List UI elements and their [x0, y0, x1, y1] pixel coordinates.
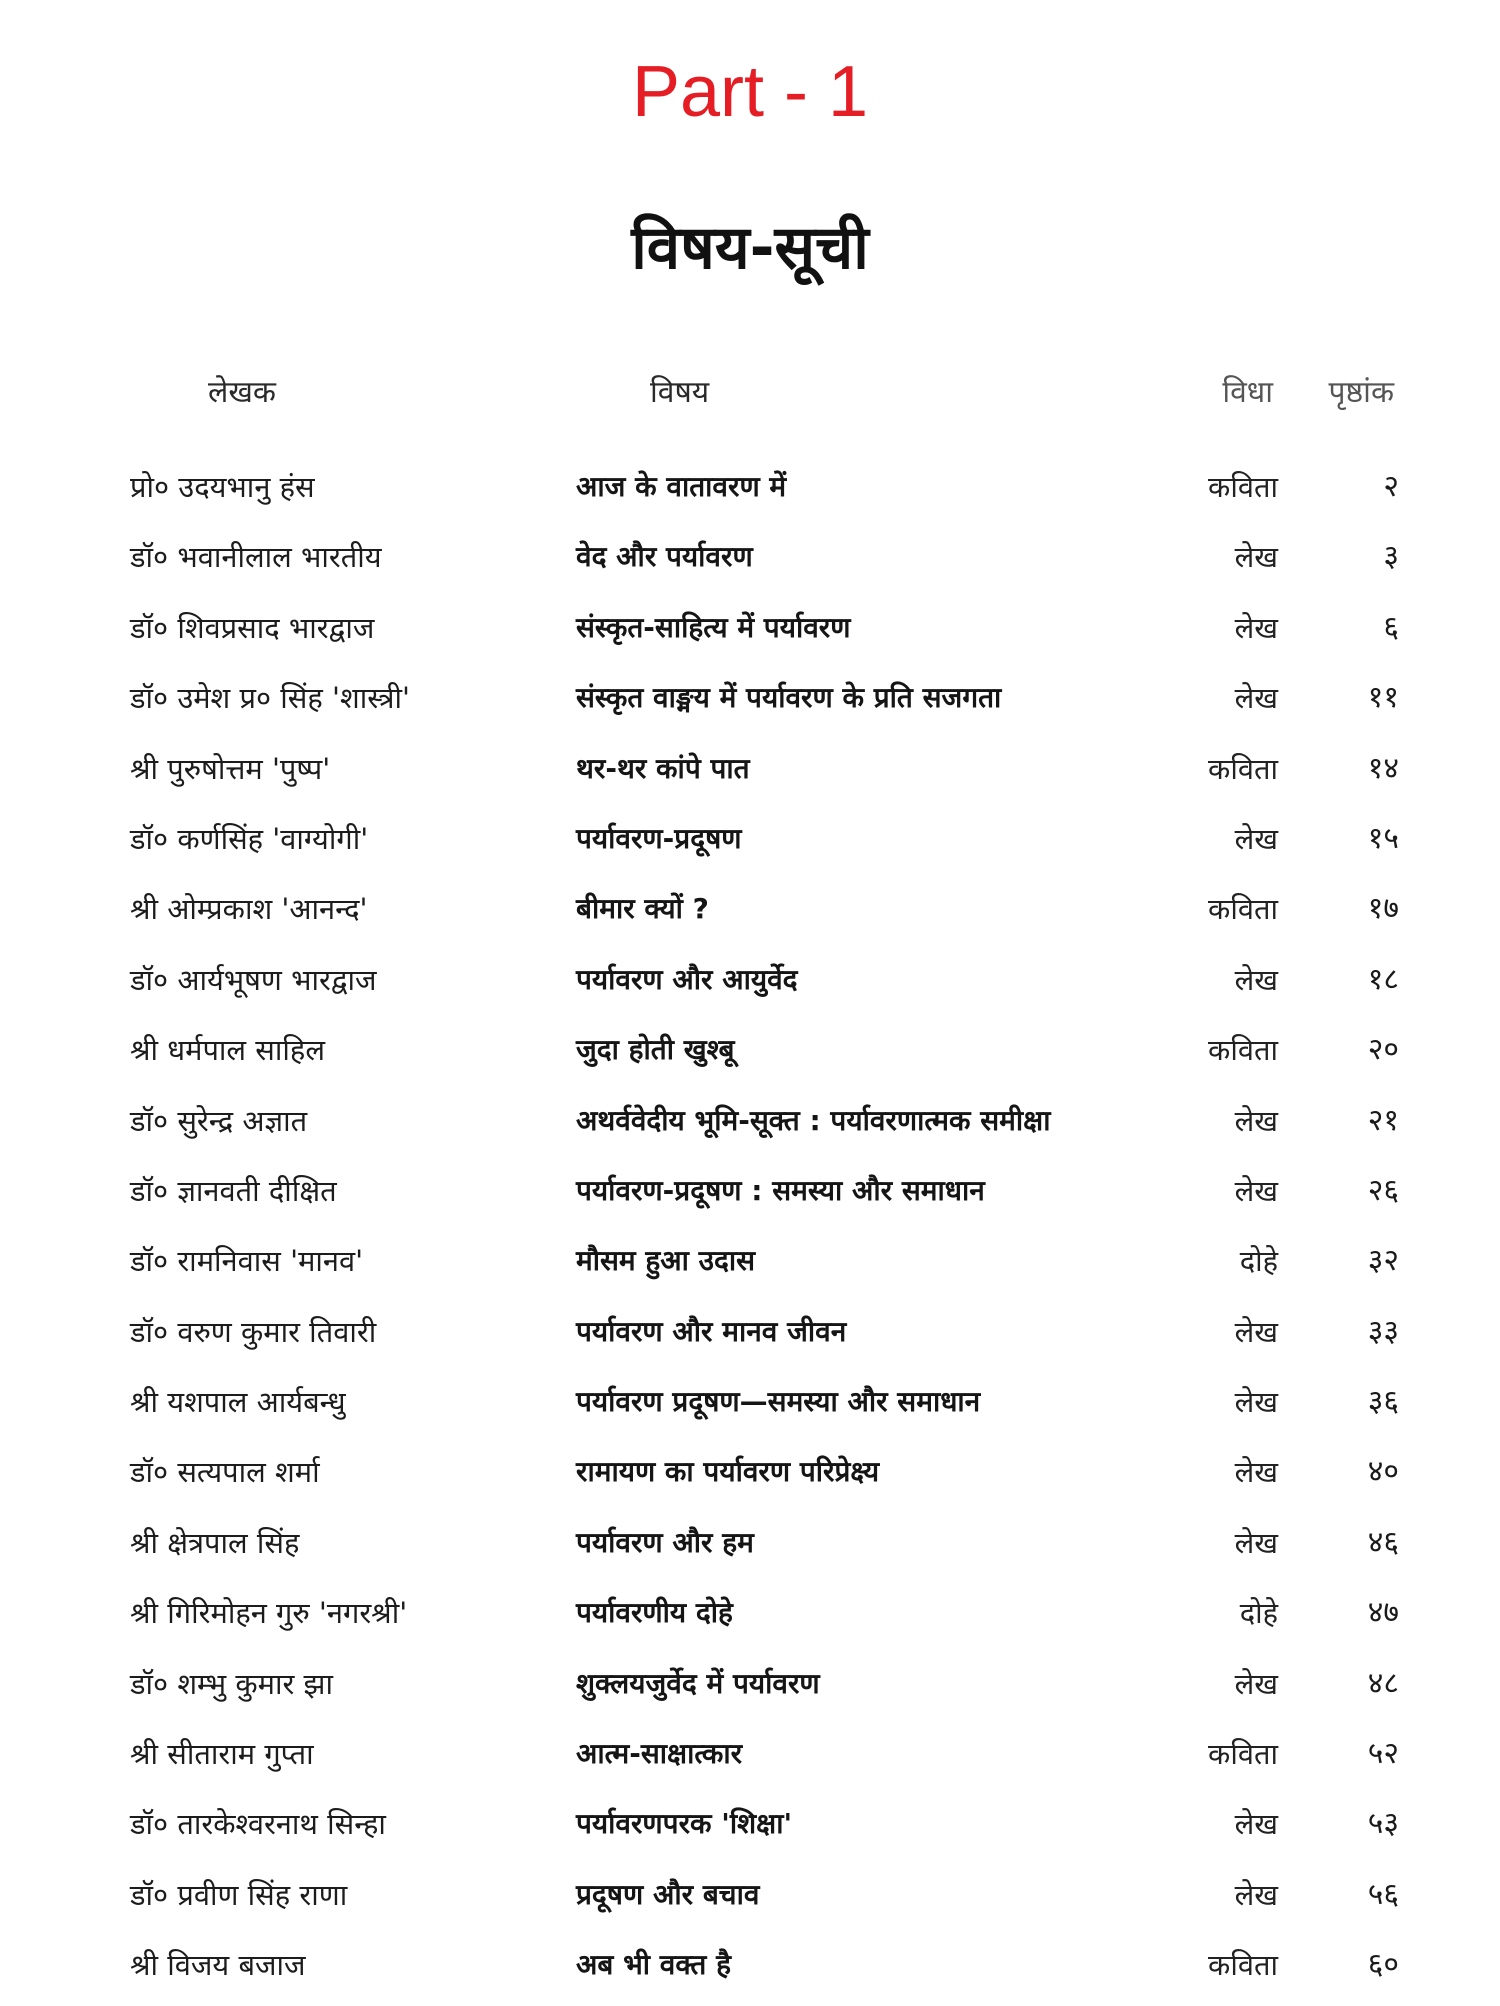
toc-genre: लेख	[1234, 1314, 1278, 1349]
toc-page-number: १८	[1367, 961, 1399, 997]
toc-genre: लेख	[1234, 610, 1278, 645]
toc-row	[0, 1231, 1500, 1301]
toc-page-number: ३२	[1367, 1243, 1399, 1279]
toc-subject: पर्यावरण और मानव जीवन	[576, 1314, 847, 1348]
toc-author: डॉ० रामनिवास 'मानव'	[130, 1244, 364, 1279]
toc-row	[0, 598, 1500, 668]
toc-page-number: १५	[1367, 820, 1399, 856]
toc-page-number: ४६	[1367, 1524, 1399, 1560]
toc-page-number: २६	[1367, 1172, 1399, 1208]
toc-author: डॉ० वरुण कुमार तिवारी	[130, 1314, 377, 1349]
toc-author: डॉ० सत्यपाल शर्मा	[130, 1455, 320, 1490]
toc-genre: कविता	[1208, 1737, 1278, 1772]
toc-subject: पर्यावरणपरक 'शिक्षा'	[576, 1807, 793, 1841]
toc-author: श्री गिरिमोहन गुरु 'नगरश्री'	[130, 1596, 408, 1631]
toc-author: डॉ० आर्यभूषण भारद्वाज	[130, 962, 377, 997]
toc-page-number: ५२	[1367, 1736, 1399, 1772]
toc-page-number: २०	[1367, 1032, 1399, 1068]
toc-author: श्री पुरुषोत्तम 'पुष्प'	[130, 751, 331, 786]
toc-genre: लेख	[1234, 1807, 1278, 1842]
toc-row	[0, 527, 1500, 597]
toc-subject: पर्यावरण और हम	[576, 1525, 754, 1559]
toc-subject: अब भी वक्त है	[576, 1948, 731, 1982]
toc-row	[0, 950, 1500, 1020]
toc-author: श्री ओम्प्रकाश 'आनन्द'	[130, 892, 368, 927]
toc-author: डॉ० प्रवीण सिंह राणा	[130, 1877, 348, 1912]
toc-subject: पर्यावरण प्रदूषण—समस्या और समाधान	[576, 1385, 981, 1419]
toc-genre: लेख	[1234, 1525, 1278, 1560]
toc-genre: लेख	[1234, 681, 1278, 716]
toc-subject: पर्यावरण और आयुर्वेद	[576, 962, 798, 996]
toc-genre: दोहे	[1239, 1244, 1278, 1279]
toc-page-number: ३६	[1367, 1384, 1399, 1420]
toc-page-number: २१	[1367, 1102, 1399, 1138]
toc-row	[0, 457, 1500, 527]
toc-subject: पर्यावरण-प्रदूषण : समस्या और समाधान	[576, 1173, 985, 1207]
toc-page-number: २	[1383, 469, 1399, 504]
toc-author: डॉ० तारकेश्वरनाथ सिन्हा	[130, 1807, 386, 1842]
toc-row	[0, 1020, 1500, 1090]
toc-subject: संस्कृत-साहित्य में पर्यावरण	[576, 610, 851, 644]
toc-row	[0, 1935, 1500, 2005]
toc-genre: लेख	[1234, 1173, 1278, 1208]
toc-subject: रामायण का पर्यावरण परिप्रेक्ष्य	[576, 1455, 880, 1489]
toc-row	[0, 1513, 1500, 1583]
table-of-contents	[0, 457, 1500, 2006]
toc-row	[0, 1442, 1500, 1512]
toc-author: श्री विजय बजाज	[130, 1948, 306, 1983]
toc-subject: शुक्लयजुर्वेद में पर्यावरण	[576, 1666, 820, 1700]
part-label: Part - 1	[631, 52, 869, 132]
toc-genre: कविता	[1208, 1948, 1278, 1983]
toc-subject: मौसम हुआ उदास	[576, 1244, 756, 1278]
toc-genre: दोहे	[1239, 1596, 1278, 1631]
toc-genre: लेख	[1234, 821, 1278, 856]
toc-row	[0, 1794, 1500, 1864]
toc-page-number: १७	[1367, 891, 1399, 927]
toc-author: श्री धर्मपाल साहिल	[130, 1033, 325, 1068]
toc-subject: अथर्ववेदीय भूमि-सूक्त : पर्यावरणात्मक समीक्षा	[576, 1103, 1051, 1137]
toc-author: श्री यशपाल आर्यबन्धु	[130, 1385, 346, 1420]
toc-subject: संस्कृत वाङ्मय में पर्यावरण के प्रति सजगता	[576, 681, 1002, 715]
toc-genre: लेख	[1234, 1666, 1278, 1701]
toc-subject: वेद और पर्यावरण	[576, 540, 753, 574]
toc-genre: कविता	[1208, 751, 1278, 786]
toc-page-number: ३३	[1367, 1313, 1399, 1349]
toc-subject: जुदा होती खुश्बू	[576, 1033, 735, 1067]
toc-author: डॉ० सुरेन्द्र अज्ञात	[130, 1103, 308, 1138]
toc-subject: बीमार क्यों ?	[576, 892, 709, 926]
toc-genre: लेख	[1234, 1455, 1278, 1490]
toc-page-number: १४	[1367, 750, 1399, 786]
toc-author: डॉ० ज्ञानवती दीक्षित	[130, 1173, 337, 1208]
toc-genre: कविता	[1208, 892, 1278, 927]
toc-subject: थर-थर कांपे पात	[576, 751, 750, 785]
toc-page-number: ४०	[1367, 1454, 1399, 1490]
toc-author: श्री क्षेत्रपाल सिंह	[130, 1525, 300, 1560]
toc-page-number: ४८	[1367, 1665, 1399, 1701]
toc-page-number: ६	[1383, 609, 1399, 645]
toc-genre: लेख	[1234, 1877, 1278, 1912]
toc-row	[0, 809, 1500, 879]
toc-page-number: ६०	[1367, 1947, 1399, 1983]
page-title: विषय-सूची	[631, 213, 869, 283]
toc-row	[0, 1161, 1500, 1231]
toc-row	[0, 1091, 1500, 1161]
toc-row	[0, 1724, 1500, 1794]
toc-genre: लेख	[1234, 1385, 1278, 1420]
toc-page-number: ५३	[1367, 1806, 1399, 1842]
toc-subject: आत्म-साक्षात्कार	[576, 1737, 743, 1771]
toc-genre: लेख	[1234, 1103, 1278, 1138]
toc-row	[0, 1302, 1500, 1372]
toc-genre: कविता	[1208, 1033, 1278, 1068]
column-header-subject: विषय	[650, 375, 710, 410]
column-header-page: पृष्ठांक	[1328, 375, 1394, 410]
toc-genre: लेख	[1234, 962, 1278, 997]
toc-author: प्रो० उदयभानु हंस	[130, 470, 315, 504]
toc-page-number: ११	[1367, 680, 1399, 716]
column-header-author: लेखक	[208, 375, 276, 410]
toc-subject: प्रदूषण और बचाव	[576, 1877, 760, 1911]
toc-row	[0, 668, 1500, 738]
toc-row	[0, 1654, 1500, 1724]
toc-subject: पर्यावरण-प्रदूषण	[576, 821, 742, 855]
column-header-genre: विधा	[1222, 375, 1273, 410]
toc-author: श्री सीताराम गुप्ता	[130, 1737, 314, 1772]
toc-genre: लेख	[1234, 540, 1278, 575]
toc-page-number: ५६	[1367, 1876, 1399, 1912]
toc-author: डॉ० भवानीलाल भारतीय	[130, 540, 382, 575]
toc-author: डॉ० शिवप्रसाद भारद्वाज	[130, 610, 375, 645]
toc-page-number: ३	[1383, 539, 1399, 575]
toc-subject: आज के वातावरण में	[576, 470, 787, 503]
toc-author: डॉ० उमेश प्र० सिंह 'शास्त्री'	[130, 681, 411, 716]
toc-author: डॉ० शम्भु कुमार झा	[130, 1666, 333, 1701]
toc-author: डॉ० कर्णसिंह 'वाग्योगी'	[130, 821, 369, 856]
toc-row	[0, 1865, 1500, 1935]
toc-row	[0, 1372, 1500, 1442]
toc-row	[0, 879, 1500, 949]
toc-page-number: ४७	[1367, 1595, 1399, 1631]
toc-genre: कविता	[1208, 470, 1278, 504]
toc-row	[0, 1583, 1500, 1653]
toc-subject: पर्यावरणीय दोहे	[576, 1596, 733, 1630]
toc-row	[0, 739, 1500, 809]
